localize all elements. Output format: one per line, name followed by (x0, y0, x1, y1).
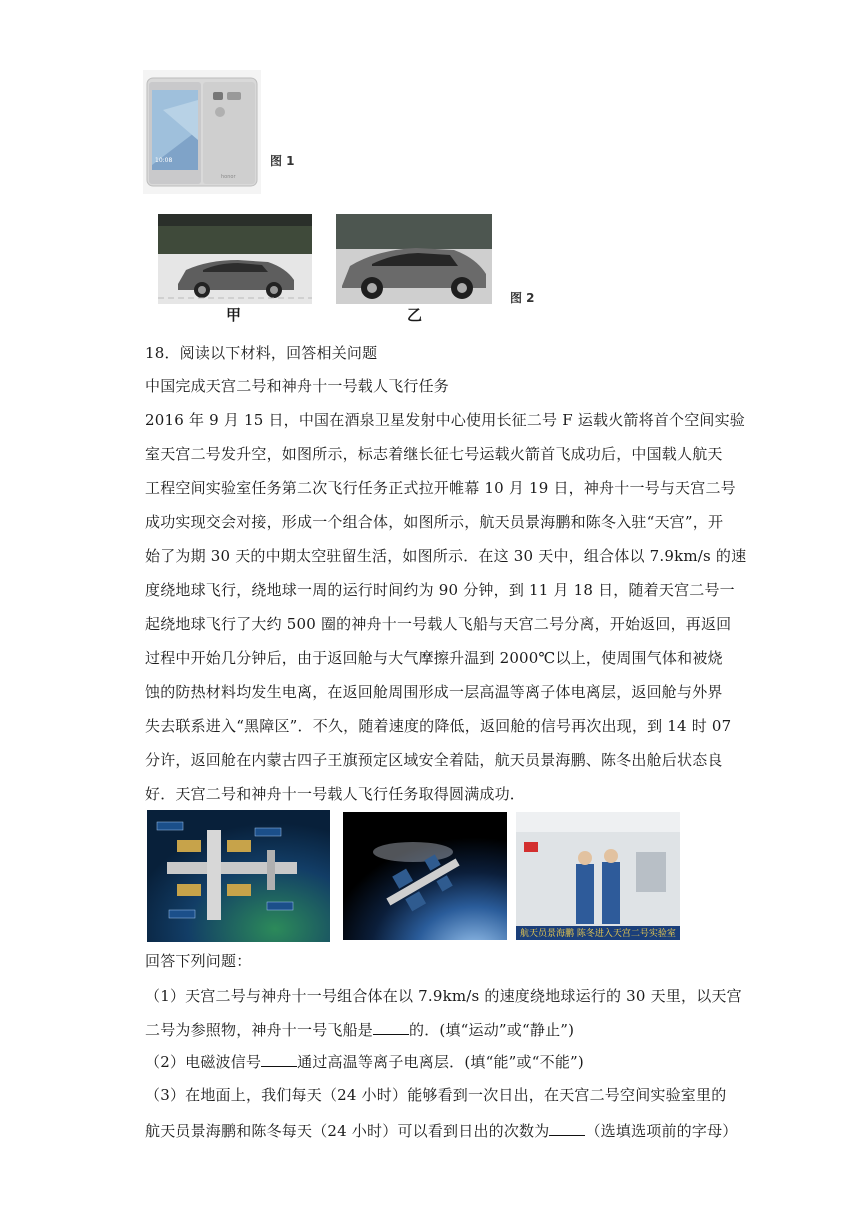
question-1-text-b: 的．(填“运动”或“静止”) (409, 1021, 575, 1039)
question-2-answer-blank[interactable] (261, 1052, 297, 1067)
questions-prompt: 回答下列问题： (145, 952, 252, 970)
car-photo-b (336, 214, 492, 304)
question-3-line-2 (145, 1121, 737, 1141)
material-title: 中国完成天宫二号和神舟十一号载人飞行任务 (145, 377, 450, 395)
paragraph-line: 室天宫二号发升空，如图所示，标志着继长征七号运载火箭首飞成功后，中国载人航天 (145, 445, 723, 463)
question-2-text-a: （2）电磁波信号 (145, 1053, 262, 1071)
figure-2-label: 图 2 (510, 291, 535, 305)
question-3-text-b: （选填选项前的字母） (585, 1122, 738, 1140)
question-1-text-a: 二号为参照物，神舟十一号飞船是 (145, 1021, 374, 1039)
paragraph-line: 分许，返回舱在内蒙古四子王旗预定区域安全着陆，航天员景海鹏、陈冬出舱后状态良 (145, 751, 723, 769)
question-3-text-a: 航天员景海鹏和陈冬每天（24 小时）可以看到日出的次数为 (145, 1122, 550, 1140)
question-2 (145, 1052, 584, 1072)
car-photo-a (158, 214, 312, 304)
svg-text:10:08: 10:08 (155, 157, 173, 164)
question-1-answer-blank[interactable] (373, 1020, 409, 1035)
paragraph-line: 成功实现交会对接，形成一个组合体，如图所示，航天员景海鹏和陈冬入驻“天宫”，开 (145, 513, 724, 531)
astronauts-photo-caption: 航天员景海鹏 陈冬进入天宫二号实验室 (520, 929, 676, 939)
question-2-text-b: 通过高温等离子电离层．(填“能”或“不能”) (297, 1053, 584, 1071)
paragraph-line: 起绕地球飞行了大约 500 圈的神舟十一号载人飞船与天宫二号分离，开始返回，再返回 (145, 615, 732, 633)
paragraph-line: 蚀的防热材料均发生电离，在返回舱周围形成一层高温等离子体电离层，返回舱与外界 (145, 683, 723, 701)
svg-text:honor: honor (221, 174, 236, 180)
question-header: 18．阅读以下材料，回答相关问题 (145, 344, 378, 362)
car-b-caption: 乙 (407, 306, 423, 324)
paragraph-line: 度绕地球飞行，绕地球一周的运行时间约为 90 分钟，到 11 月 18 日，随着天宫二号一 (145, 581, 735, 599)
paragraph-line: 过程中开始几分钟后，由于返回舱与大气摩擦升温到 2000℃以上，使周围气体和被烧 (145, 649, 723, 667)
phone-image (143, 70, 261, 194)
figure-1-label: 图 1 (270, 154, 295, 168)
paragraph-line: 工程空间实验室任务第二次飞行任务正式拉开帷幕 10 月 19 日，神舟十一号与天宫二号 (145, 479, 736, 497)
paragraph-line: 好．天宫二号和神舟十一号载人飞行任务取得圆满成功． (145, 785, 526, 803)
car-a-caption: 甲 (226, 306, 242, 324)
space-station-diagram-image (147, 810, 330, 942)
paragraph-line: 始了为期 30 天的中期太空驻留生活，如图所示．在这 30 天中，组合体以 7.9km/s 的速 (145, 547, 747, 565)
question-3-answer-blank[interactable] (549, 1121, 585, 1136)
paragraph-line: 2016 年 9 月 15 日，中国在酒泉卫星发射中心使用长征二号 F 运载火箭将首个空间实验 (145, 411, 745, 429)
question-3-line-1: （3）在地面上，我们每天（24 小时）能够看到一次日出，在天宫二号空间实验室里的 (145, 1086, 727, 1104)
question-1-line-1: （1）天宫二号与神舟十一号组合体在以 7.9km/s 的速度绕地球运行的 30 天里，以天宫 (145, 987, 742, 1005)
paragraph-line: 失去联系进入“黑障区”．不久，随着速度的降低，返回舱的信号再次出现，到 14 时 07 (145, 717, 732, 735)
spacecraft-orbit-image (343, 812, 507, 940)
question-1-line-2 (145, 1020, 574, 1040)
astronauts-photo (516, 812, 680, 940)
